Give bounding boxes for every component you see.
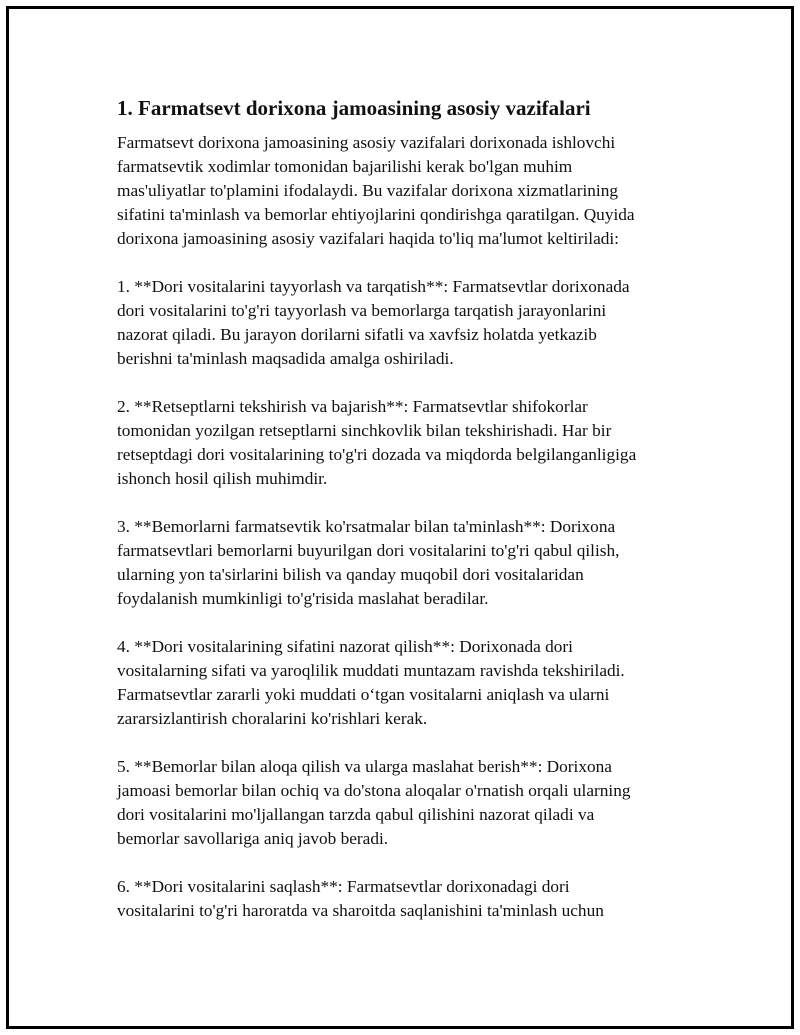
text-line: zararsizlantirish choralarini ko'rishlari kerak.: [117, 709, 428, 728]
list-item-1: [117, 275, 697, 371]
page-content: [117, 95, 697, 923]
list-item-4: [117, 635, 697, 731]
text-line: ishonch hosil qilish muhimdir.: [117, 469, 328, 488]
paragraph-gap: [117, 371, 697, 395]
text-line: ularning yon ta'sirlarini bilish va qanday muqobil dori vositalaridan: [117, 565, 584, 584]
text-line: farmatsevtik xodimlar tomonidan bajarilishi kerak bo'lgan muhim: [117, 157, 573, 176]
text-line: jamoasi bemorlar bilan ochiq va do'stona aloqalar o'rnatish orqali ularning: [117, 781, 631, 800]
text-line: Farmatsevtlar zararli yoki muddati o‘tgan vositalarni aniqlash va ularni: [117, 685, 610, 704]
text-line: dori vositalarini to'g'ri tayyorlash va bemorlarga tarqatish jarayonlarini: [117, 301, 607, 320]
paragraph-gap: [117, 491, 697, 515]
text-line: mas'uliyatlar to'plamini ifodalaydi. Bu vazifalar dorixona xizmatlarining: [117, 181, 618, 200]
text-line: farmatsevtlari bemorlarni buyurilgan dori vositalarini to'g'ri qabul qilish,: [117, 541, 620, 560]
text-line: 3. **Bemorlarni farmatsevtik ko'rsatmalar bilan ta'minlash**: Dorixona: [117, 517, 616, 536]
paragraph-gap: [117, 731, 697, 755]
text-line: foydalanish mumkinligi to'g'risida maslahat beradilar.: [117, 589, 489, 608]
intro-paragraph: [117, 131, 697, 251]
text-line: berishni ta'minlash maqsadida amalga oshiriladi.: [117, 349, 454, 368]
text-line: Farmatsevt dorixona jamoasining asosiy vazifalari dorixonada ishlovchi: [117, 133, 616, 152]
text-line: vositalarini to'g'ri haroratda va sharoitda saqlanishini ta'minlash uchun: [117, 901, 604, 920]
list-item-5: [117, 755, 697, 851]
document-title: 1. Farmatsevt dorixona jamoasining asosiy vazifalari: [117, 96, 591, 120]
text-line: 6. **Dori vositalarini saqlash**: Farmatsevtlar dorixonadagi dori: [117, 877, 570, 896]
paragraph-gap: [117, 251, 697, 275]
paragraph-gap: [117, 851, 697, 875]
text-line: tomonidan yozilgan retseptlarni sinchkovlik bilan tekshirishadi. Har bir: [117, 421, 612, 440]
text-line: dori vositalarini mo'ljallangan tarzda qabul qilishini nazorat qiladi va: [117, 805, 595, 824]
list-item-3: [117, 515, 697, 611]
text-line: 1. **Dori vositalarini tayyorlash va tarqatish**: Farmatsevtlar dorixonada: [117, 277, 630, 296]
list-item-6: [117, 875, 697, 923]
text-line: retseptdagi dori vositalarining to'g'ri dozada va miqdorda belgilanganligiga: [117, 445, 637, 464]
page-frame: [6, 6, 794, 1029]
list-item-2: [117, 395, 697, 491]
text-line: 5. **Bemorlar bilan aloqa qilish va ularga maslahat berish**: Dorixona: [117, 757, 612, 776]
text-line: 4. **Dori vositalarining sifatini nazorat qilish**: Dorixonada dori: [117, 637, 573, 656]
text-line: sifatini ta'minlash va bemorlar ehtiyojlarini qondirishga qaratilgan. Quyida: [117, 205, 635, 224]
text-line: bemorlar savollariga aniq javob beradi.: [117, 829, 389, 848]
text-line: nazorat qiladi. Bu jarayon dorilarni sifatli va xavfsiz holatda yetkazib: [117, 325, 597, 344]
paragraph-gap: [117, 611, 697, 635]
text-line: 2. **Retseptlarni tekshirish va bajarish**: Farmatsevtlar shifokorlar: [117, 397, 588, 416]
text-line: dorixona jamoasining asosiy vazifalari haqida to'liq ma'lumot keltiriladi:: [117, 229, 619, 248]
text-line: vositalarning sifati va yaroqlilik muddati muntazam ravishda tekshiriladi.: [117, 661, 625, 680]
